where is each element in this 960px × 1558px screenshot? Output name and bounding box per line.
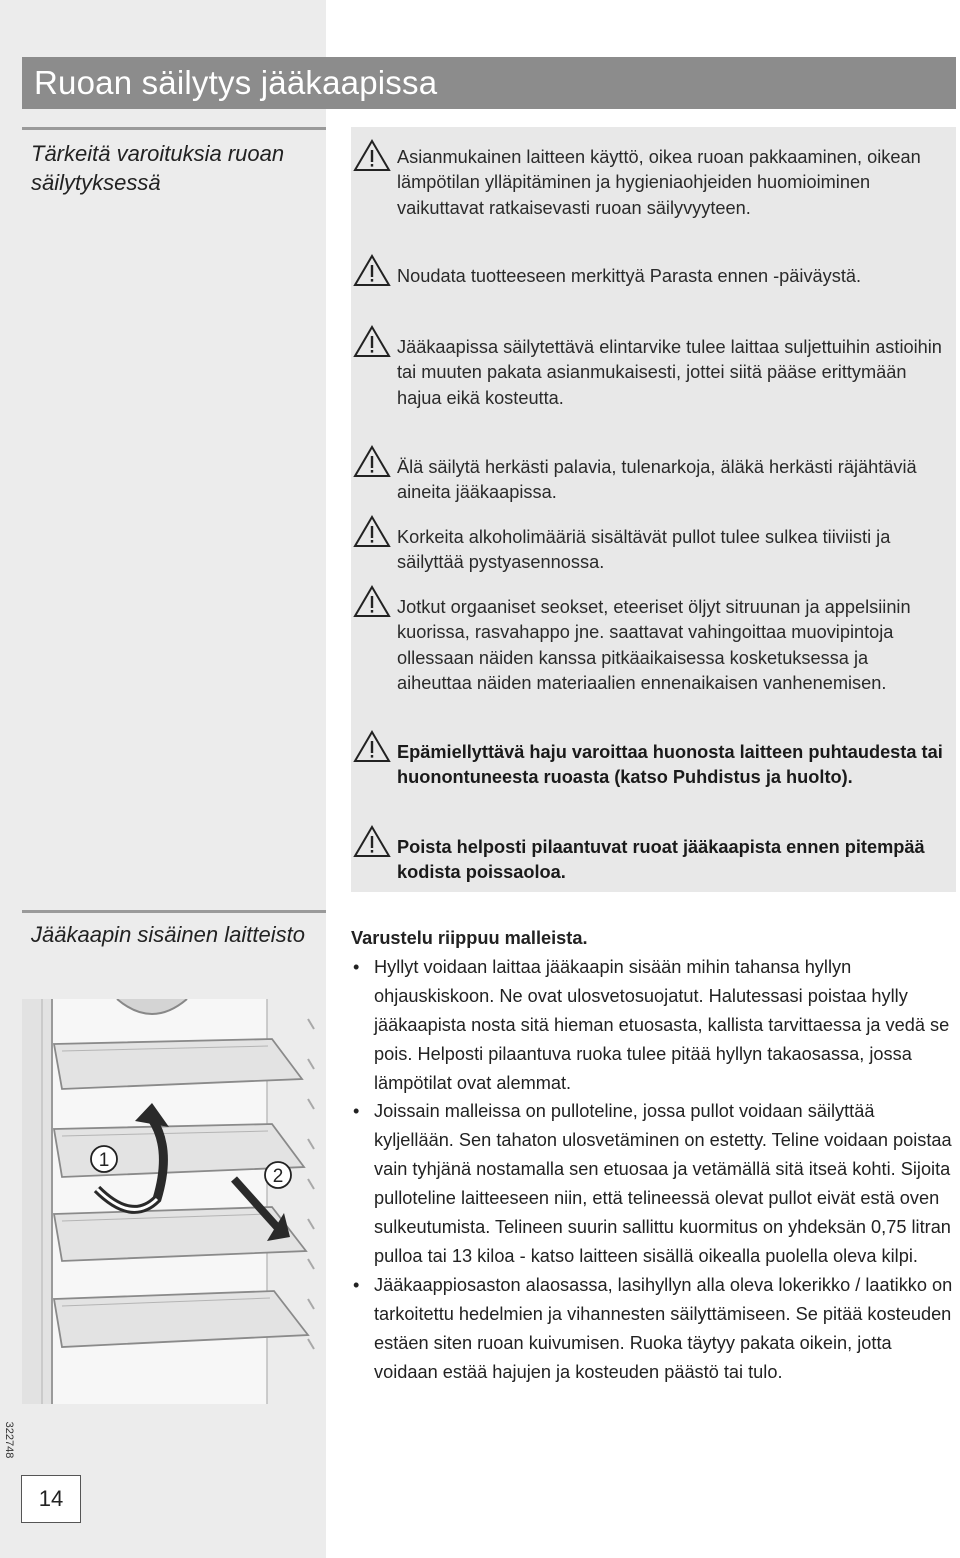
warning-item: Jotkut orgaaniset seokset, eteeriset öljyt sitruunan ja appelsiinin kuorissa, rasvahappo jne. saattavat vahingoittaa muovipintoja ollessaan näiden kanssa pitkäaikaisessa kosketuksessa ja aiheuttaa näiden materiaalien ennenaikaisen vanhenemisen.	[397, 597, 911, 693]
warning-triangle-icon	[353, 139, 391, 172]
equipment-lead: Varustelu riippuu malleista.	[351, 928, 588, 948]
page-number: 14	[21, 1475, 81, 1523]
document-code: 322748	[3, 1421, 15, 1459]
section-divider	[22, 910, 326, 913]
warning-item: Epämiellyttävä haju varoittaa huonosta laitteen puhtaudesta tai huonontuneesta ruoasta (katso Puhdistus ja huolto).	[397, 742, 943, 788]
warnings-panel	[351, 127, 956, 892]
warning-item: Asianmukainen laitteen käyttö, oikea ruoan pakkaaminen, oikean lämpötilan ylläpitäminen ja hygieniaohjeiden huomioiminen vaikuttavat ratkaisevasti ruoan säilyvyyteen.	[397, 147, 921, 218]
warning-triangle-icon	[353, 825, 391, 858]
fridge-interior-illustration	[22, 999, 326, 1404]
interior-body	[351, 924, 956, 1387]
warning-triangle-icon	[353, 254, 391, 287]
warning-item: Jääkaapissa säilytettävä elintarvike tulee laittaa suljettuihin astioihin tai muuten pakata asianmukaisesti, jottei siitä pääse erittymään hajua eikä kosteutta.	[397, 337, 942, 408]
interior-heading: Jääkaapin sisäinen laitteisto	[31, 922, 305, 947]
warnings-heading: Tärkeitä varoituksia ruoan säilytyksessä	[31, 141, 285, 195]
callout-1: 1	[98, 1150, 110, 1171]
page-title-bar	[22, 57, 956, 109]
warning-item: Korkeita alkoholimääriä sisältävät pullot tulee sulkea tiiviisti ja säilyttää pystyasennossa.	[397, 527, 891, 573]
warning-triangle-icon	[353, 325, 391, 358]
list-item: • Hyllyt voidaan laittaa jääkaapin sisään mihin tahansa hyllyn ohjauskiskoon. Ne ovat ulosvetosuojatut. Halutessasi poistaa hylly jääkaapista nosta sitä hieman etuosasta, kallista tarvittaessa ja vedä se pois. Helposti pilaantuva ruoka tulee pitää hyllyn takaosassa, jossa lämpötilat ovat alemmat.	[351, 953, 956, 1098]
warning-triangle-icon	[353, 445, 391, 478]
warning-item: Noudata tuotteeseen merkittyä Parasta ennen -päiväystä.	[397, 266, 862, 286]
warning-triangle-icon	[353, 515, 391, 548]
warning-triangle-icon	[353, 730, 391, 763]
warning-item: Poista helposti pilaantuvat ruoat jääkaapista ennen pitempää kodista poissaoloa.	[397, 837, 925, 883]
page-title: Ruoan säilytys jääkaapissa	[34, 64, 438, 101]
callout-2: 2	[272, 1166, 284, 1187]
list-item: • Jääkaappiosaston alaosassa, lasihyllyn alla oleva lokerikko / laatikko on tarkoitettu hedelmien ja vihannesten säilyttämiseen. Se pitää kosteuden estäen siten ruoan kuivumisen. Ruoka täytyy pakata oikein, jotta voidaan estää hajujen ja kosteuden päästö tai tulo.	[351, 1271, 956, 1387]
equipment-list	[351, 953, 956, 1387]
list-item: • Joissain malleissa on pulloteline, jossa pullot voidaan säilyttää kyljellään. Sen tahaton ulosvetäminen on estetty. Teline voidaan poistaa vain tyhjänä nostamalla sen etuosaa ja vetämällä sitä itseä kohti. Sijoita pulloteline laitteeseen niin, että telineessä olevat pullot eivät estä oven sulkeutumista. Telineen suurin sallittu kuormitus on yhdeksän 0,75 litran pulloa tai 13 kiloa - katso laitteen sisällä oikealla puolella oleva kilpi.	[351, 1097, 956, 1270]
warning-item: Älä säilytä herkästi palavia, tulenarkoja, äläkä herkästi räjähtäviä aineita jääkaapissa.	[397, 457, 917, 503]
warning-triangle-icon	[353, 585, 391, 618]
section-divider	[22, 127, 326, 130]
